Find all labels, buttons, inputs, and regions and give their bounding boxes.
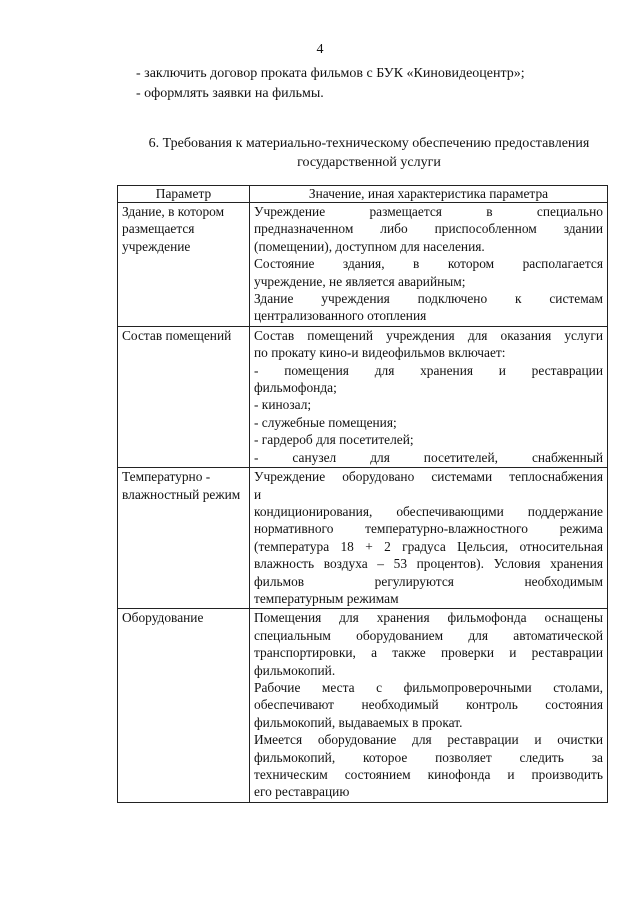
value-line: влажность воздуха – 53 процентов). Условия хранения — [254, 556, 603, 572]
value-line: Здание учреждения подключено к системам — [254, 291, 603, 307]
value-line: Помещения для хранения фильмофонда оснащены — [254, 610, 603, 626]
requirements-table — [117, 185, 608, 803]
value-line: Состояние здания, в котором располагается — [254, 256, 603, 272]
value-line: - санузел для посетителей, снабженный — [254, 449, 603, 465]
value-line: транспортировки, а также проверки и реставрации — [254, 645, 603, 661]
value-line: Имеется оборудование для реставрации и очистки — [254, 732, 603, 748]
value-cell — [250, 326, 608, 467]
value-line: - кинозал; — [254, 397, 312, 413]
value-line: обеспечивают необходимый контроль состояния — [254, 697, 603, 713]
parameter-cell: Температурно - влажностный режим — [118, 468, 250, 609]
parameter-cell: Оборудование — [118, 609, 250, 802]
value-line: Учреждение размещается в специально — [254, 204, 603, 219]
table-header-row — [118, 186, 608, 203]
value-line: специальным оборудованием для автоматической — [254, 627, 603, 643]
parameter-cell: Состав помещений — [118, 326, 250, 467]
intro-list-item: - оформлять заявки на фильмы. — [136, 86, 324, 101]
value-line: его реставрацию — [254, 784, 350, 800]
value-line: (помещении), доступном для населения. — [254, 238, 485, 254]
intro-list — [136, 64, 606, 104]
table-row — [118, 609, 608, 802]
value-line: техническим состоянием кинофонда и производить — [254, 767, 603, 782]
section-heading — [118, 134, 620, 172]
value-line: учреждение, не является аварийным; — [254, 273, 466, 289]
value-line: (температура 18 + 2 градуса Цельсия, относительная — [254, 538, 603, 554]
table-row — [118, 203, 608, 327]
column-header-value: Значение, иная характеристика параметра — [250, 186, 608, 203]
value-line: фильмов регулируются необходимым — [254, 573, 603, 589]
value-line: фильмокопий, которое позволяет следить за — [254, 749, 603, 765]
value-line: - служебные помещения; — [254, 414, 397, 430]
value-line: Состав помещений учреждения для оказания услуги — [254, 327, 603, 343]
table-row — [118, 326, 608, 467]
value-line: кондиционирования, обеспечивающими поддержание — [254, 503, 603, 519]
section-heading-line: государственной услуги — [297, 155, 441, 170]
table-body — [118, 203, 608, 803]
value-line: - помещения для хранения и реставрации — [254, 362, 603, 378]
value-cell — [250, 468, 608, 609]
value-line: фильмокопий. — [254, 662, 336, 678]
table-row — [118, 468, 608, 609]
column-header-parameter: Параметр — [118, 186, 250, 203]
value-line: фильмофонда; — [254, 380, 337, 396]
value-line: нормативного температурно-влажностного режима — [254, 521, 603, 537]
value-line: - гардероб для посетителей; — [254, 432, 414, 448]
value-line: фильмокопий, выдаваемых в прокат. — [254, 714, 463, 730]
value-line: температурным режимам — [254, 590, 399, 606]
value-line: Рабочие места с фильмопроверочными столами, — [254, 679, 603, 695]
section-heading-line: 6. Требования к материально-техническому обеспечению предоставления — [148, 136, 590, 151]
value-cell — [250, 609, 608, 802]
value-line: по прокату кино-и видеофильмов включает: — [254, 345, 506, 361]
value-line: централизованного отопления — [254, 308, 427, 324]
value-line: Учреждение оборудовано системами теплоснабжения — [254, 469, 603, 485]
page-number: 4 — [316, 42, 324, 57]
intro-list-item: - заключить договор проката фильмов с БУК «Киновидеоцентр»; — [136, 66, 525, 81]
value-cell — [250, 203, 608, 327]
value-line: и — [254, 486, 262, 502]
parameter-cell: Здание, в котором размещается учреждение — [118, 203, 250, 327]
value-line: предназначенном либо приспособленном здании — [254, 221, 603, 237]
